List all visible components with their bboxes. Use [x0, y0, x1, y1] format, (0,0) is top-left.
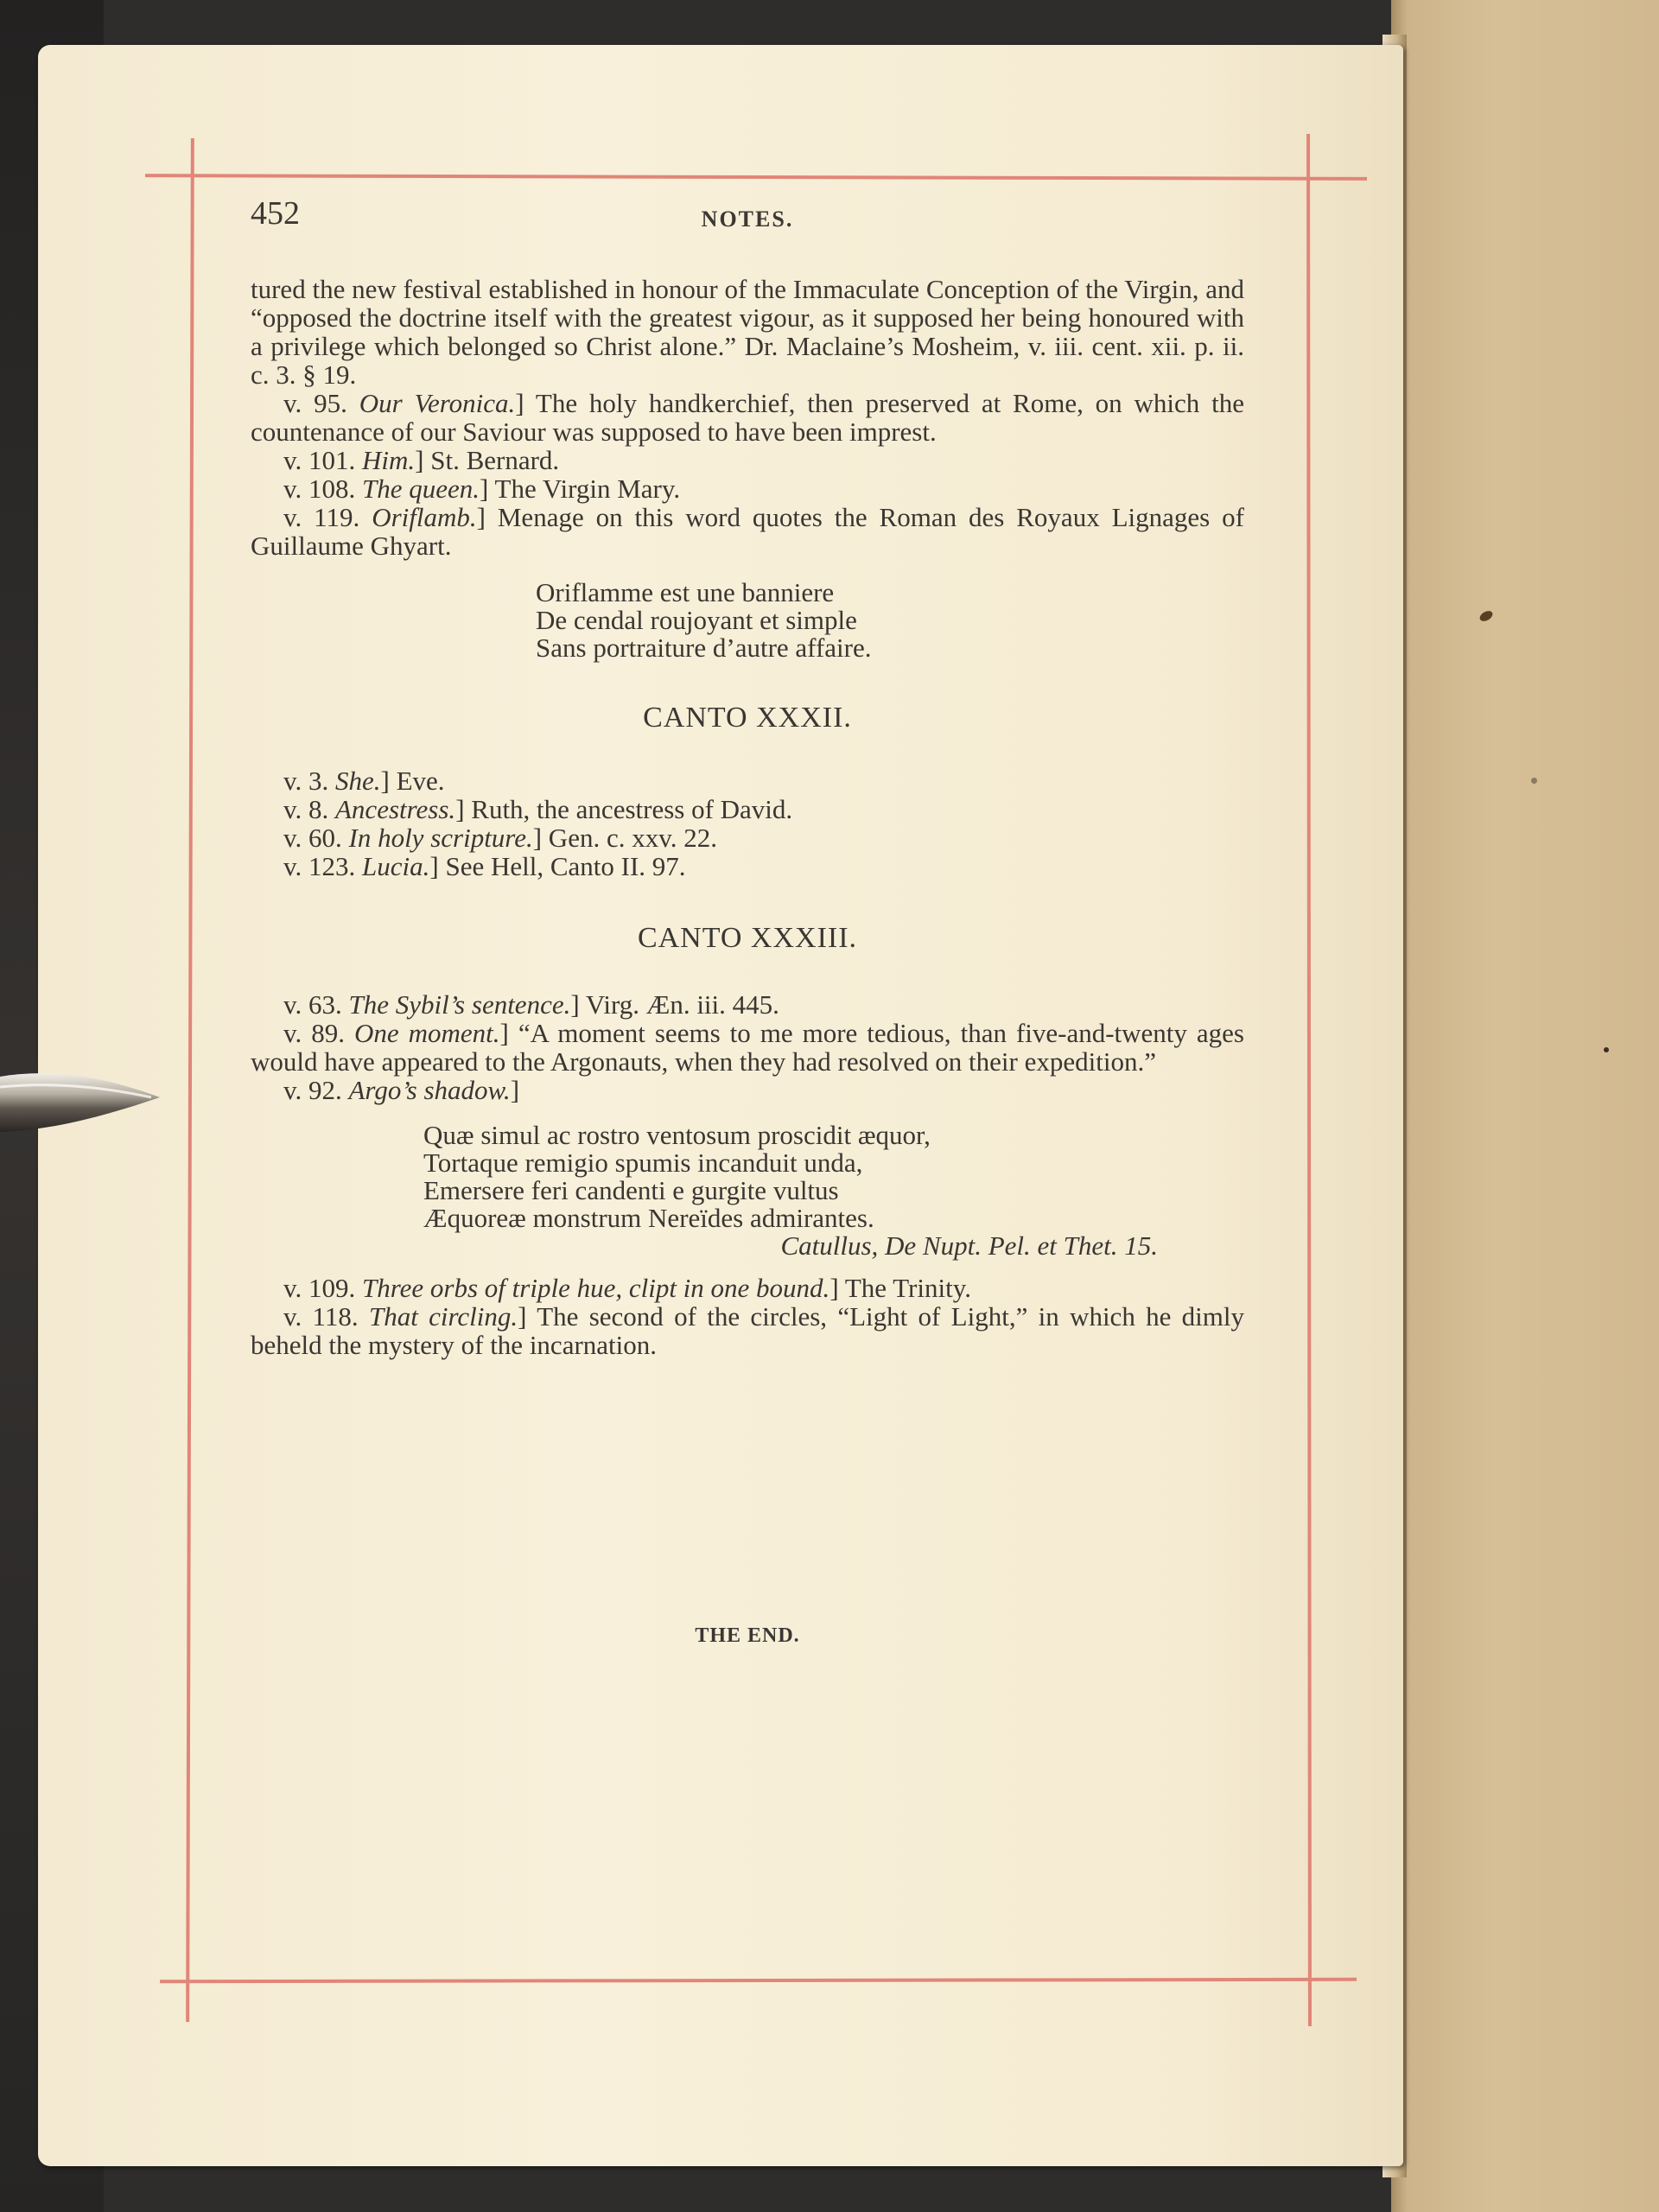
note-ref: v. 8. — [283, 794, 329, 824]
note-ref: v. 89. — [283, 1018, 345, 1048]
note-ref: v. 92. — [283, 1075, 342, 1105]
note-term: The queen. — [362, 474, 480, 504]
note-v101 — [251, 446, 1244, 474]
canto33-notes — [251, 990, 1244, 1359]
note-text: ] “A moment seems to me more tedious, than five-and-twenty ages would have appeared to the Argonauts, when they had resolved on their expedition.” — [251, 1018, 1244, 1077]
verse-oriflamme — [536, 579, 1244, 662]
note-ref: v. 60. — [283, 823, 342, 853]
note-text: ] The second of the circles, “Light of Light,” in which he dimly beheld the mystery of the incarnation. — [251, 1301, 1245, 1360]
note-text: ] The Virgin Mary. — [480, 474, 681, 504]
note-text: ] Menage on this word quotes the Roman des Royaux Lignages of Guillaume Ghyart. — [251, 502, 1244, 561]
note-v3 — [251, 766, 1244, 795]
note-text: ] Gen. c. xxv. 22. — [532, 823, 717, 853]
note-v109 — [251, 1274, 1244, 1302]
running-head — [251, 194, 1244, 238]
note-ref: v. 3. — [283, 766, 329, 796]
canto-heading: CANTO XXXII. — [643, 702, 852, 734]
note-term: Our Veronica. — [359, 388, 516, 418]
note-v92 — [251, 1076, 1244, 1104]
note-term: Argo’s shadow. — [348, 1075, 511, 1105]
note-text: ] Virg. Æn. iii. 445. — [570, 989, 779, 1020]
verse-line: Tortaque remigio spumis incanduit unda, — [423, 1147, 863, 1178]
note-ref: v. 123. — [283, 851, 356, 881]
note-v123 — [251, 852, 1244, 880]
facing-page-edge — [1391, 0, 1659, 2212]
verse-line: De cendal roujoyant et simple — [536, 605, 857, 635]
note-v63 — [251, 990, 1244, 1019]
running-title: NOTES. — [701, 207, 794, 232]
note-text: ] St. Bernard. — [415, 445, 560, 475]
note-term: Him. — [362, 445, 416, 475]
note-term: Oriflamb. — [372, 502, 477, 532]
continued-paragraph: tured the new festival established in honour of the Immaculate Conception of the Virgin, and “opposed the doctrine itself with the greatest vigour, as it supposed her being honoured with a privilege which belonged so Christ alone.” Dr. Maclaine’s Mosheim, v. iii. cent. xii. p. ii. c. 3. § 19. — [251, 274, 1244, 390]
attribution-text: Catullus, De Nupt. Pel. et Thet. 15. — [780, 1230, 1158, 1261]
note-v95 — [251, 389, 1244, 446]
canto32-notes — [251, 766, 1244, 880]
note-ref: v. 109. — [283, 1273, 356, 1303]
note-v108 — [251, 474, 1244, 503]
note-ref: v. 108. — [283, 474, 356, 504]
note-ref: v. 119. — [283, 502, 360, 532]
note-term: The Sybil’s sentence. — [348, 989, 571, 1020]
note-term: Lucia. — [362, 851, 430, 881]
page-number: 452 — [251, 195, 300, 232]
note-text: ] — [510, 1075, 520, 1105]
note-v118 — [251, 1302, 1244, 1359]
pen-nib-icon — [0, 1052, 164, 1147]
note-text: ] Ruth, the ancestress of David. — [455, 794, 793, 824]
note-term: Ancestress. — [335, 794, 456, 824]
verse-line: Emersere feri candenti e gurgite vultus — [423, 1175, 839, 1205]
note-term: One moment. — [353, 1018, 500, 1048]
canto-heading: CANTO XXXIII. — [637, 922, 858, 954]
note-ref: v. 118. — [283, 1301, 359, 1332]
note-ref: v. 95. — [283, 388, 347, 418]
note-term: In holy scripture. — [348, 823, 533, 853]
note-v8 — [251, 795, 1244, 823]
note-text: ] The Trinity. — [830, 1273, 971, 1303]
note-term: She. — [335, 766, 381, 796]
note-text: ] Eve. — [380, 766, 445, 796]
verse-line: Quæ simul ac rostro ventosum proscidit æquor, — [423, 1120, 931, 1150]
note-v89 — [251, 1019, 1244, 1076]
verse-line: Æquoreæ monstrum Nereïdes admirantes. — [423, 1203, 874, 1233]
note-text: ] See Hell, Canto II. 97. — [429, 851, 686, 881]
paper-speck — [1531, 778, 1537, 784]
verse-attribution — [423, 1232, 1244, 1260]
note-term: Three orbs of triple hue, clipt in one bound. — [362, 1273, 830, 1303]
verse-catullus — [423, 1122, 1244, 1260]
note-text: ] The holy handkerchief, then preserved at Rome, on which the countenance of our Saviour was supposed to have been imprest. — [251, 388, 1244, 447]
note-v60 — [251, 823, 1244, 852]
note-ref: v. 63. — [283, 989, 342, 1020]
note-v119 — [251, 503, 1244, 560]
verse-line: Oriflamme est une banniere — [536, 577, 835, 607]
verse-line: Sans portraiture d’autre affaire. — [536, 632, 872, 663]
main-text — [251, 275, 1244, 1359]
note-ref: v. 101. — [283, 445, 356, 475]
note-term: That circling. — [368, 1301, 518, 1332]
the-end-mark: THE END. — [695, 1624, 800, 1647]
paper-speck — [1604, 1047, 1609, 1052]
